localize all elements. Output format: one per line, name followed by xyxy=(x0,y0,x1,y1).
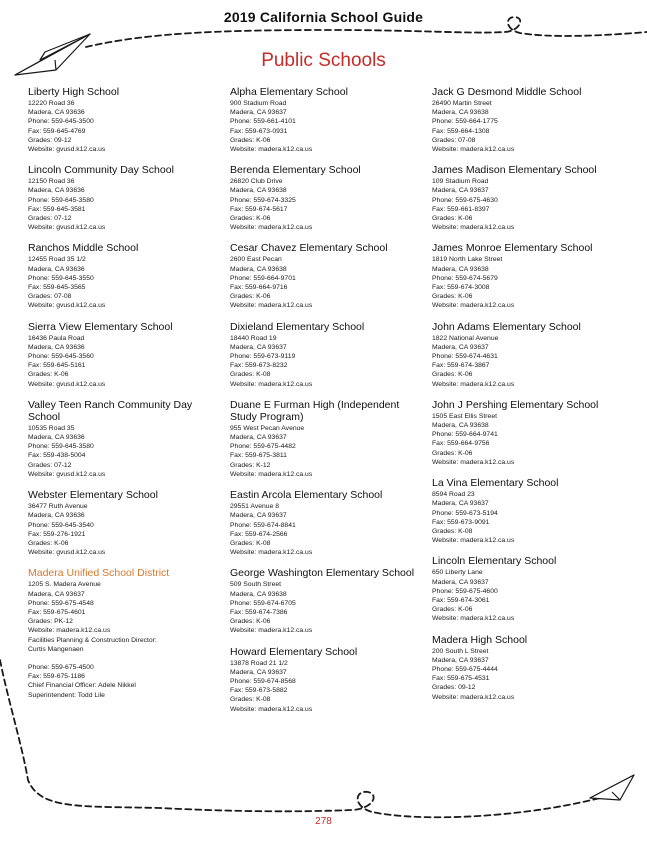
school-name: Liberty High School xyxy=(28,86,120,98)
school-detail: Grades: 09-12 xyxy=(432,684,476,692)
school-detail: Madera, CA 93637 xyxy=(230,109,287,117)
school-detail: Grades: 07-08 xyxy=(28,293,72,301)
school-detail: Grades: K-08 xyxy=(432,527,473,535)
school-detail: 1822 National Avenue xyxy=(432,334,499,342)
school-detail: Grades: 07-12 xyxy=(28,215,72,223)
school-detail: 12150 Road 36 xyxy=(28,178,75,186)
school-detail: 109 Stadium Road xyxy=(432,178,489,186)
school-detail: Phone: 559-675-4600 xyxy=(432,587,498,595)
district-detail: Madera, CA 93637 xyxy=(28,590,85,598)
school-entry xyxy=(432,242,637,310)
school-entry xyxy=(432,86,637,154)
school-entry xyxy=(28,164,224,232)
school-detail: Fax: 559-276-1921 xyxy=(28,530,86,538)
school-detail: Grades: K-08 xyxy=(230,371,271,379)
school-detail: Madera, CA 93636 xyxy=(28,434,85,442)
school-detail: Madera, CA 93637 xyxy=(432,578,489,586)
school-detail: Fax: 559-675-3811 xyxy=(230,452,287,460)
school-entry xyxy=(230,399,426,479)
district-detail: Phone: 559-675-4500 xyxy=(28,663,94,671)
school-detail: Website: madera.k12.ca.us xyxy=(230,549,313,557)
directory-column-3 xyxy=(432,86,637,712)
school-detail: Grades: K-06 xyxy=(230,215,271,223)
school-detail: Grades: K-12 xyxy=(230,461,271,469)
school-detail: Website: madera.k12.ca.us xyxy=(230,705,313,713)
school-detail: 509 South Street xyxy=(230,581,282,589)
school-detail: 650 Liberty Lane xyxy=(432,569,483,577)
paper-plane-icon xyxy=(590,775,634,800)
school-detail: 26820 Club Drive xyxy=(230,178,283,186)
school-detail: Madera, CA 93637 xyxy=(230,512,287,520)
school-detail: Madera, CA 93637 xyxy=(432,187,489,195)
school-detail: Madera, CA 93637 xyxy=(432,343,489,351)
school-detail: Fax: 559-674-3061 xyxy=(432,596,490,604)
school-entry xyxy=(432,634,637,702)
school-name: George Washington Elementary School xyxy=(230,567,415,580)
school-detail: Madera, CA 93637 xyxy=(432,500,489,508)
school-detail: Website: madera.k12.ca.us xyxy=(432,693,515,701)
school-detail: Website: madera.k12.ca.us xyxy=(432,224,515,232)
district-detail: Website: madera.k12.ca.us xyxy=(28,627,111,635)
school-detail: Phone: 559-645-3540 xyxy=(28,521,94,529)
school-detail: Phone: 559-645-3550 xyxy=(28,274,94,282)
school-detail: Fax: 559-664-9716 xyxy=(230,284,288,292)
school-name: Howard Elementary School xyxy=(230,645,358,658)
school-detail: Fax: 559-645-3581 xyxy=(28,205,86,213)
school-detail: Fax: 559-645-3565 xyxy=(28,284,86,292)
school-detail: Website: madera.k12.ca.us xyxy=(432,380,515,388)
school-detail: Website: gvusd.k12.ca.us xyxy=(28,380,106,388)
school-detail: Grades: K-06 xyxy=(28,371,69,379)
school-detail: Madera, CA 93638 xyxy=(432,109,489,117)
district-detail: 1205 S. Madera Avenue xyxy=(28,581,101,589)
school-detail: Phone: 559-645-3580 xyxy=(28,196,94,204)
school-detail: Phone: 559-674-3325 xyxy=(230,196,296,204)
school-name: Dixieland Elementary School xyxy=(230,320,365,333)
school-detail: Fax: 559-675-4531 xyxy=(432,675,490,683)
school-detail: Grades: K-06 xyxy=(432,371,473,379)
school-detail: 10535 Road 35 xyxy=(28,424,75,432)
school-entry xyxy=(230,489,426,557)
school-detail: Phone: 559-645-3580 xyxy=(28,443,94,451)
school-detail: 29551 Avenue 8 xyxy=(230,503,280,511)
school-detail: Fax: 559-664-1308 xyxy=(432,127,490,135)
school-entry xyxy=(432,164,637,232)
school-detail: Phone: 559-673-5194 xyxy=(432,509,498,517)
school-detail: Phone: 559-674-8841 xyxy=(230,521,296,529)
school-entry xyxy=(432,477,637,545)
school-detail: 1819 North Lake Street xyxy=(432,256,503,264)
school-detail: 13878 Road 21 1/2 xyxy=(230,659,288,667)
school-detail: 900 Stadium Road xyxy=(230,100,287,107)
school-detail: Phone: 559-674-4631 xyxy=(432,353,498,361)
school-detail: Phone: 559-664-9741 xyxy=(432,431,498,439)
school-entry xyxy=(28,242,224,310)
school-detail: Website: madera.k12.ca.us xyxy=(230,302,313,310)
district-detail: Grades: PK-12 xyxy=(28,618,73,626)
district-detail: Phone: 559-675-4548 xyxy=(28,599,94,607)
school-entry xyxy=(28,86,224,154)
district-name: Madera Unified School District xyxy=(28,567,170,580)
school-name: La Vina Elementary School xyxy=(432,477,559,490)
school-detail: Grades: 07-08 xyxy=(432,136,476,144)
school-detail: Website: madera.k12.ca.us xyxy=(230,224,313,232)
school-detail: Fax: 559-674-2566 xyxy=(230,530,288,538)
school-detail: 26490 Martin Street xyxy=(432,100,492,107)
school-detail: Fax: 559-673-8232 xyxy=(230,362,288,370)
school-detail: Fax: 559-645-5161 xyxy=(28,362,86,370)
school-detail: 12220 Road 36 xyxy=(28,100,75,107)
school-name: Valley Teen Ranch Community Day School xyxy=(28,398,193,423)
school-detail: Fax: 559-673-0931 xyxy=(230,127,288,135)
school-detail: Website: madera.k12.ca.us xyxy=(432,302,515,310)
school-detail: Phone: 559-664-9701 xyxy=(230,274,296,282)
district-detail: Superintendent: Todd Lile xyxy=(28,691,105,699)
school-detail: Fax: 559-674-5617 xyxy=(230,205,288,213)
directory-column-1 xyxy=(28,86,224,710)
school-entry xyxy=(230,567,426,635)
school-detail: Madera, CA 93636 xyxy=(28,109,85,117)
school-detail: Phone: 559-675-4482 xyxy=(230,443,296,451)
school-detail: Grades: K-06 xyxy=(432,215,473,223)
school-detail: Grades: K-06 xyxy=(432,449,473,457)
school-name: Lincoln Elementary School xyxy=(432,555,557,568)
school-detail: Website: gvusd.k12.ca.us xyxy=(28,146,106,154)
district-detail: Fax: 559-675-1186 xyxy=(28,673,85,681)
school-entry xyxy=(28,489,224,557)
school-detail: Madera, CA 93638 xyxy=(432,265,489,273)
school-detail: Website: gvusd.k12.ca.us xyxy=(28,302,106,310)
school-name: James Monroe Elementary School xyxy=(432,242,593,255)
school-detail: Grades: K-06 xyxy=(230,293,271,301)
school-name: John Adams Elementary School xyxy=(432,320,581,333)
school-name: Lincoln Community Day School xyxy=(28,164,174,177)
school-detail: Grades: K-08 xyxy=(230,539,271,547)
school-detail: Phone: 559-673-9119 xyxy=(230,353,296,361)
school-detail: Phone: 559-645-3560 xyxy=(28,353,94,361)
school-detail: Fax: 559-674-7386 xyxy=(230,608,288,616)
district-entry xyxy=(28,567,224,699)
school-entry xyxy=(432,555,637,623)
school-name: Cesar Chavez Elementary School xyxy=(230,242,388,255)
district-detail: Chief Financial Officer: Adele Nikkel xyxy=(28,682,136,690)
school-detail: 200 South L Street xyxy=(432,647,489,655)
school-detail: Madera, CA 93636 xyxy=(28,187,85,195)
school-detail: Website: madera.k12.ca.us xyxy=(432,458,515,466)
school-detail: Fax: 559-673-9091 xyxy=(432,518,490,526)
school-detail: Phone: 559-664-1775 xyxy=(432,118,498,126)
page-number: 278 xyxy=(315,816,332,827)
school-detail: Fax: 559-673-5882 xyxy=(230,687,288,695)
school-detail: Madera, CA 93637 xyxy=(230,668,287,676)
school-detail: Madera, CA 93637 xyxy=(432,656,489,664)
school-detail: Madera, CA 93638 xyxy=(230,590,287,598)
school-detail: Phone: 559-674-6705 xyxy=(230,599,296,607)
school-detail: Website: gvusd.k12.ca.us xyxy=(28,549,106,557)
school-detail: Madera, CA 93637 xyxy=(230,343,287,351)
school-detail: Fax: 559-674-3008 xyxy=(432,284,490,292)
school-name: Jack G Desmond Middle School xyxy=(432,86,582,98)
school-detail: Fax: 559-674-3867 xyxy=(432,362,490,370)
district-detail: Facilities Planning & Construction Director: xyxy=(28,636,157,644)
school-detail: Website: madera.k12.ca.us xyxy=(230,627,313,635)
school-detail: Grades: K-06 xyxy=(230,136,271,144)
school-entry xyxy=(230,646,426,714)
school-detail: Madera, CA 93636 xyxy=(28,265,85,273)
school-detail: Madera, CA 93638 xyxy=(230,187,287,195)
school-detail: Grades: K-06 xyxy=(432,606,473,614)
school-detail: Website: madera.k12.ca.us xyxy=(230,380,313,388)
spacer xyxy=(28,654,224,663)
school-detail: Fax: 559-645-4769 xyxy=(28,127,86,135)
school-detail: 12455 Road 35 1/2 xyxy=(28,256,86,264)
school-detail: Fax: 559-438-5004 xyxy=(28,452,86,460)
school-detail: Phone: 559-674-5679 xyxy=(432,274,498,282)
school-detail: Phone: 559-675-4444 xyxy=(432,665,498,673)
school-detail: Grades: 09-12 xyxy=(28,136,72,144)
school-detail: Website: gvusd.k12.ca.us xyxy=(28,470,106,478)
school-name: Ranchos Middle School xyxy=(28,242,139,255)
school-name: Eastin Arcola Elementary School xyxy=(230,489,383,502)
school-detail: Grades: K-06 xyxy=(28,539,69,547)
school-name: Webster Elementary School xyxy=(28,489,158,502)
school-detail: Madera, CA 93637 xyxy=(230,434,287,442)
school-name: Duane E Furman High (Independent Study Program) xyxy=(230,398,400,423)
school-detail: 8594 Road 23 xyxy=(432,491,475,499)
school-detail: Phone: 559-645-3500 xyxy=(28,118,94,126)
school-name: James Madison Elementary School xyxy=(432,164,597,177)
school-detail: 2600 East Pecan xyxy=(230,256,282,264)
school-detail: Website: madera.k12.ca.us xyxy=(432,146,515,154)
school-detail: 1505 East Ellis Street xyxy=(432,412,497,420)
school-detail: Phone: 559-661-4101 xyxy=(230,118,296,126)
school-detail: Madera, CA 93636 xyxy=(28,512,85,520)
school-entry xyxy=(230,86,426,154)
directory-column-2 xyxy=(230,86,426,724)
school-detail: Grades: K-06 xyxy=(432,293,473,301)
school-detail: Grades: 07-12 xyxy=(28,461,72,469)
school-detail: Website: madera.k12.ca.us xyxy=(432,537,515,545)
school-entry xyxy=(230,164,426,232)
guide-title: 2019 California School Guide xyxy=(223,9,424,25)
section-title: Public Schools xyxy=(261,50,386,71)
school-detail: 36477 Ruth Avenue xyxy=(28,503,88,511)
school-detail: Website: madera.k12.ca.us xyxy=(230,470,313,478)
school-detail: Fax: 559-664-9756 xyxy=(432,440,490,448)
school-name: Berenda Elementary School xyxy=(230,164,361,177)
district-detail: Curtis Mangenaen xyxy=(28,645,84,653)
school-entry xyxy=(28,321,224,389)
school-detail: 18440 Road 19 xyxy=(230,334,277,342)
district-detail: Fax: 559-675-4601 xyxy=(28,608,86,616)
school-detail: Website: gvusd.k12.ca.us xyxy=(28,224,106,232)
school-detail: Madera, CA 93638 xyxy=(432,422,489,430)
school-name: Sierra View Elementary School xyxy=(28,320,173,333)
school-entry xyxy=(432,321,637,389)
school-detail: Website: madera.k12.ca.us xyxy=(432,615,515,623)
school-detail: Website: madera.k12.ca.us xyxy=(230,146,313,154)
school-detail: Fax: 559-661-8397 xyxy=(432,205,490,213)
school-detail: 16436 Paula Road xyxy=(28,334,85,342)
school-entry xyxy=(432,399,637,467)
school-entry xyxy=(28,399,224,479)
school-name: Madera High School xyxy=(432,633,528,646)
school-detail: Madera, CA 93638 xyxy=(230,265,287,273)
school-entry xyxy=(230,242,426,310)
school-name: John J Pershing Elementary School xyxy=(432,398,599,411)
school-detail: 955 West Pecan Avenue xyxy=(230,424,305,432)
school-detail: Madera, CA 93636 xyxy=(28,343,85,351)
school-name: Alpha Elementary School xyxy=(230,86,348,98)
school-detail: Phone: 559-675-4630 xyxy=(432,196,498,204)
school-detail: Grades: K-06 xyxy=(230,618,271,626)
school-detail: Phone: 559-674-8568 xyxy=(230,677,296,685)
school-detail: Grades: K-08 xyxy=(230,696,271,704)
school-entry xyxy=(230,321,426,389)
